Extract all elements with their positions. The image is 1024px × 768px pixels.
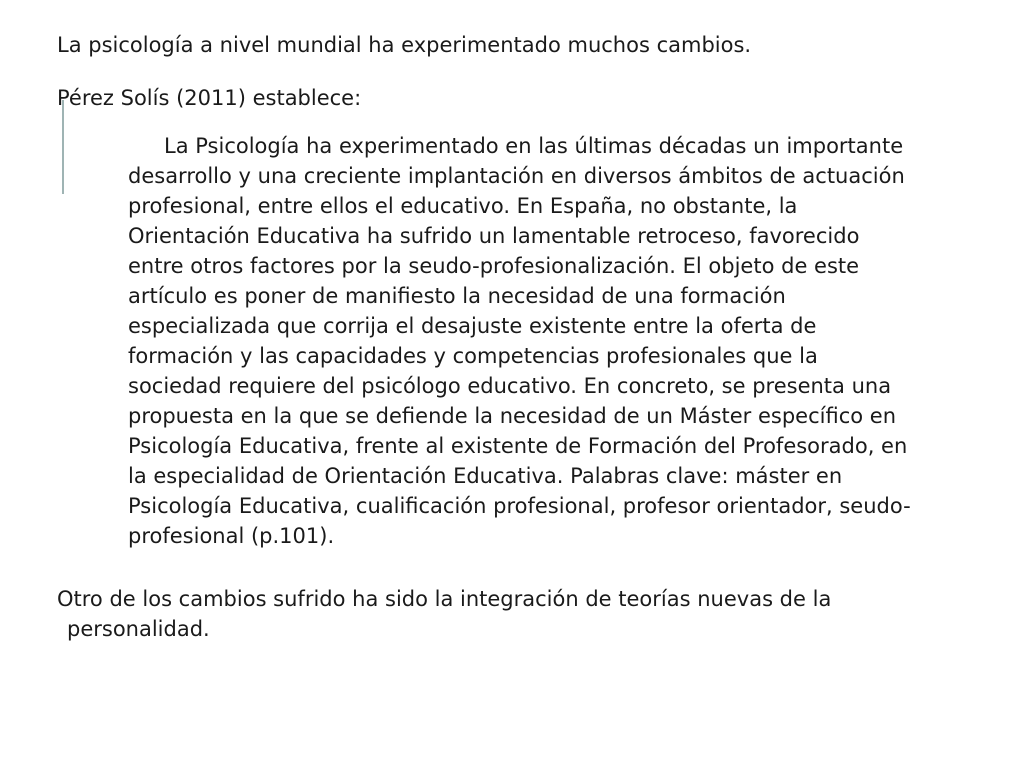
quote-line: La Psicología ha experimentado en las últimas décadas un importante: [164, 134, 904, 158]
quote-line: propuesta en la que se defiende la necesidad de un Máster específico en: [128, 404, 896, 428]
quote-line: sociedad requiere del psicólogo educativo. En concreto, se presenta una: [128, 374, 892, 398]
author-citation: Pérez Solís (2011) establece:: [57, 86, 362, 110]
closing-paragraph: [57, 584, 831, 644]
quote-accent-bar: [62, 100, 64, 194]
quote-line: profesional, entre ellos el educativo. En España, no obstante, la: [128, 194, 798, 218]
quote-line: la especialidad de Orientación Educativa. Palabras clave: máster en: [128, 464, 843, 488]
block-quote: [128, 131, 911, 551]
quote-line: Psicología Educativa, frente al existente de Formación del Profesorado, en: [128, 434, 908, 458]
quote-line: especializada que corrija el desajuste existente entre la oferta de: [128, 314, 817, 338]
quote-line: formación y las capacidades y competencias profesionales que la: [128, 344, 818, 368]
closing-line: Otro de los cambios sufrido ha sido la integración de teorías nuevas de la: [57, 587, 832, 611]
quote-line: Orientación Educativa ha sufrido un lamentable retroceso, favorecido: [128, 224, 860, 248]
quote-line: artículo es poner de manifiesto la necesidad de una formación: [128, 284, 786, 308]
intro-paragraph: La psicología a nivel mundial ha experimentado muchos cambios.: [57, 33, 752, 57]
closing-line: personalidad.: [67, 617, 210, 641]
quote-line: profesional (p.101).: [128, 524, 335, 548]
quote-line: Psicología Educativa, cualificación profesional, profesor orientador, seudo-: [128, 494, 911, 518]
quote-line: desarrollo y una creciente implantación en diversos ámbitos de actuación: [128, 164, 905, 188]
quote-line: entre otros factores por la seudo-profesionalización. El objeto de este: [128, 254, 860, 278]
